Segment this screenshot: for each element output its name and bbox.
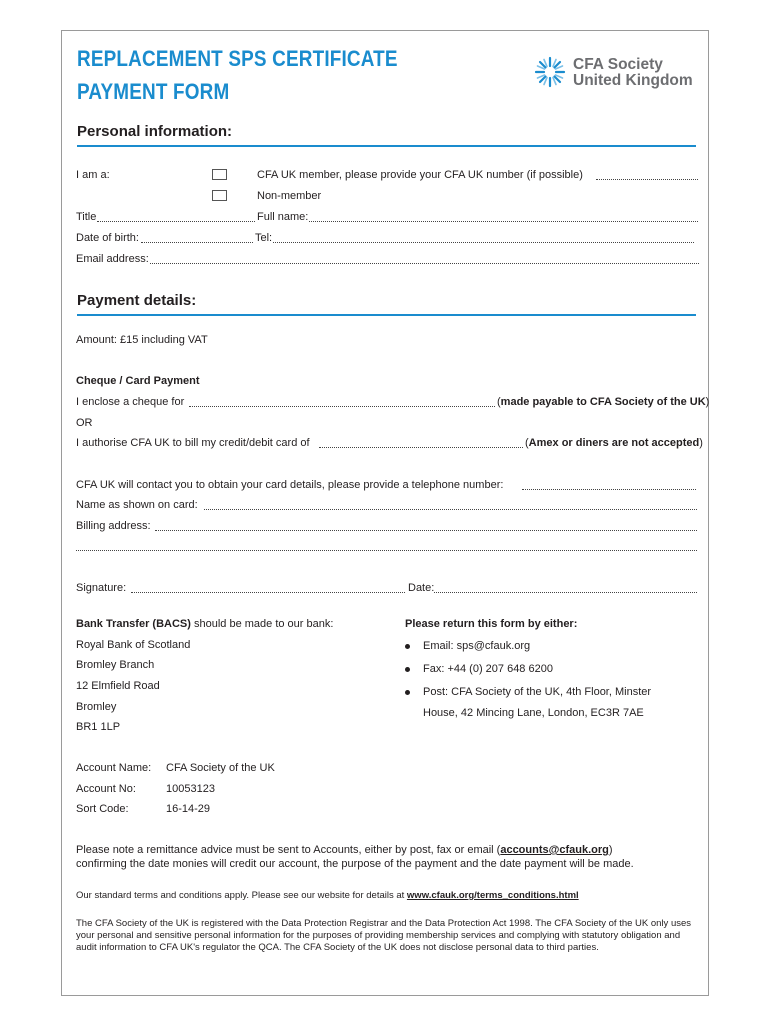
- contact-phone-field[interactable]: [522, 489, 696, 490]
- email-field[interactable]: [150, 263, 699, 264]
- account-name-value: CFA Society of the UK: [166, 762, 275, 774]
- nonmember-checkbox[interactable]: [212, 190, 227, 201]
- terms-note: Our standard terms and conditions apply. Please see our website for details at www.cfauk.org/terms_conditions.html: [76, 890, 579, 901]
- cheque-label: I enclose a cheque for: [76, 396, 185, 408]
- name-on-card-field[interactable]: [204, 509, 697, 510]
- signature-field[interactable]: [131, 592, 405, 593]
- return-fax: Fax: +44 (0) 207 648 6200: [423, 663, 553, 675]
- bank-address-line: 12 Elmfield Road: [76, 680, 160, 692]
- return-heading: Please return this form by either:: [405, 618, 578, 630]
- full-name-label: Full name:: [257, 211, 309, 223]
- sort-code-label: Sort Code:: [76, 803, 129, 815]
- i-am-a-label: I am a:: [76, 169, 110, 181]
- account-no-value: 10053123: [166, 783, 215, 795]
- member-number-field[interactable]: [596, 179, 698, 180]
- cfa-logo-icon: [532, 54, 568, 90]
- dob-label: Date of birth:: [76, 232, 139, 244]
- return-post-line1: Post: CFA Society of the UK, 4th Floor, Minster: [423, 686, 652, 698]
- amount-text: Amount: £15 including VAT: [76, 334, 208, 346]
- nonmember-option-label: Non-member: [257, 190, 322, 202]
- billing-address-field[interactable]: [155, 530, 697, 531]
- bank-address-line: Royal Bank of Scotland: [76, 639, 191, 651]
- bullet-icon: [405, 667, 410, 672]
- payment-details-rule: [77, 314, 696, 316]
- personal-info-heading: Personal information:: [77, 123, 233, 140]
- account-no-label: Account No:: [76, 783, 136, 795]
- terms-link[interactable]: www.cfauk.org/terms_conditions.html: [406, 890, 579, 901]
- name-on-card-label: Name as shown on card:: [76, 499, 198, 511]
- data-protection-note: The CFA Society of the UK is registered with the Data Protection Registrar and the Data Protection Act 1998. The CFA Society of the UK only uses your personal and sensitive personal information for the purposes of providing membership services and complying with statutory obligation and audit information to CFA UK's regulator the QCA. The CFA Society of the UK does not disclose personal data to third parties.: [76, 918, 692, 953]
- return-post-line2: House, 42 Mincing Lane, London, EC3R 7AE: [423, 707, 644, 719]
- tel-field[interactable]: [273, 242, 694, 243]
- title-field[interactable]: [97, 221, 255, 222]
- dob-field[interactable]: [141, 242, 253, 243]
- card-label: I authorise CFA UK to bill my credit/debit card of: [76, 437, 310, 449]
- return-email: Email: sps@cfauk.org: [423, 640, 531, 652]
- remittance-note-line1: Please note a remittance advice must be sent to Accounts, either by post, fax or email (accounts@cfauk.org): [76, 844, 613, 856]
- sort-code-value: 16-14-29: [166, 803, 211, 815]
- account-name-label: Account Name:: [76, 762, 152, 774]
- member-checkbox[interactable]: [212, 169, 227, 180]
- bullet-icon: [405, 644, 410, 649]
- cheque-card-heading: Cheque / Card Payment: [76, 375, 200, 387]
- remittance-note-line2: confirming the date monies will credit our account, the purpose of the payment and the date payment will be made.: [76, 858, 634, 870]
- or-text: OR: [76, 417, 93, 429]
- bank-address-line: BR1 1LP: [76, 721, 121, 733]
- card-amount-field[interactable]: [319, 447, 523, 448]
- date-label: Date:: [408, 582, 435, 594]
- full-name-field[interactable]: [309, 221, 698, 222]
- logo-line2: United Kingdom: [573, 72, 693, 89]
- date-field[interactable]: [434, 592, 697, 593]
- cheque-amount-field[interactable]: [189, 406, 495, 407]
- form-title-line1: REPLACEMENT SPS CERTIFICATE: [77, 46, 398, 71]
- personal-info-rule: [77, 145, 696, 147]
- payment-details-heading: Payment details:: [77, 292, 197, 309]
- billing-address-field-line2[interactable]: [76, 550, 697, 551]
- title-label: Title: [76, 211, 97, 223]
- bank-transfer-heading: Bank Transfer (BACS) should be made to our bank:: [76, 618, 334, 630]
- billing-address-label: Billing address:: [76, 520, 151, 532]
- logo-line1: CFA Society: [573, 56, 663, 73]
- bank-address-line: Bromley Branch: [76, 659, 155, 671]
- contact-label: CFA UK will contact you to obtain your card details, please provide a telephone number:: [76, 479, 504, 491]
- bullet-icon: [405, 690, 410, 695]
- email-label: Email address:: [76, 253, 149, 265]
- member-option-label: CFA UK member, please provide your CFA UK number (if possible): [257, 169, 583, 181]
- form-title-line2: PAYMENT FORM: [77, 79, 230, 104]
- tel-label: Tel:: [255, 232, 273, 244]
- signature-label: Signature:: [76, 582, 127, 594]
- accounts-email-link[interactable]: accounts@cfauk.org: [500, 844, 609, 856]
- bank-address-line: Bromley: [76, 701, 117, 713]
- cheque-note: (made payable to CFA Society of the UK): [497, 396, 710, 408]
- card-note: (Amex or diners are not accepted): [525, 437, 703, 449]
